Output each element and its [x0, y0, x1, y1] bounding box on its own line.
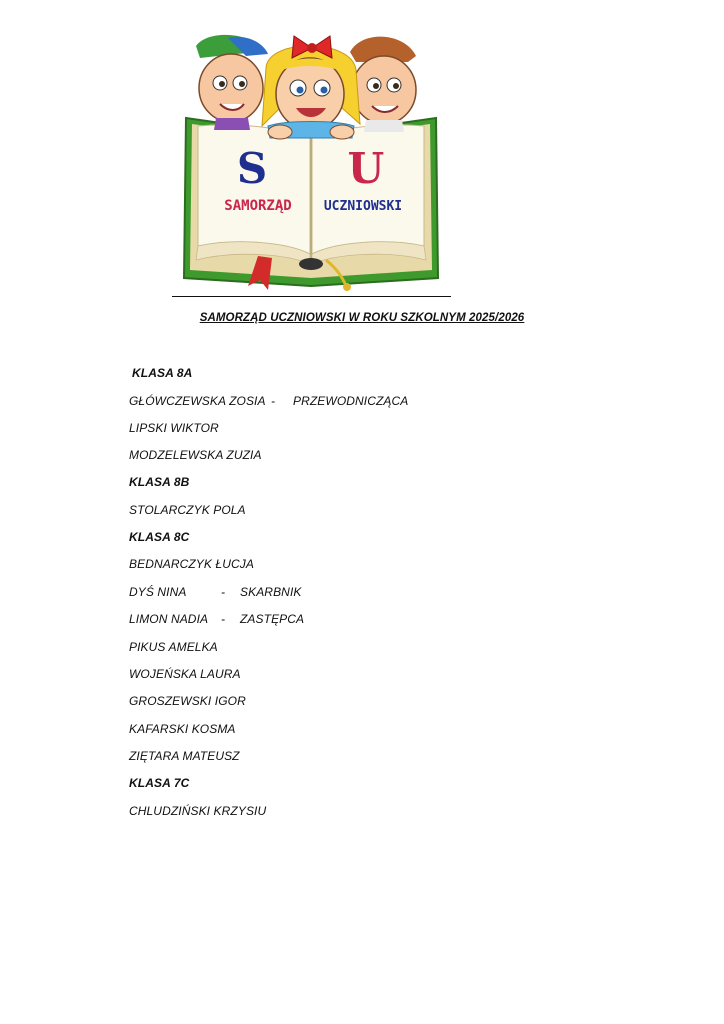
member-name: LIMON NADIA — [129, 612, 209, 626]
member-row — [129, 667, 241, 681]
logo-letter-u: U — [347, 144, 385, 193]
member-row — [129, 503, 246, 517]
logo-letter-s: S — [236, 144, 268, 193]
member-name: GŁÓWCZEWSKA ZOSIA — [129, 394, 266, 408]
member-name: LIPSKI WIKTOR — [129, 421, 219, 435]
member-row — [129, 722, 236, 736]
class-heading: KLASA 7C — [129, 776, 190, 790]
member-role: PRZEWODNICZĄCA — [293, 394, 409, 408]
girl-center-illustration — [262, 36, 360, 139]
boy-left-illustration — [196, 35, 268, 130]
member-row — [129, 448, 262, 462]
member-name: WOJEŃSKA LAURA — [129, 667, 241, 681]
page-title: SAMORZĄD UCZNIOWSKI W ROKU SZKOLNYM 2025/2026 — [199, 312, 525, 324]
member-role: ZASTĘPCA — [240, 612, 305, 626]
member-row — [129, 749, 240, 763]
member-row — [129, 640, 218, 654]
member-row — [129, 804, 266, 818]
logo-word-uczniowski: UCZNIOWSKI — [323, 199, 403, 214]
separator-dash: - — [221, 612, 226, 626]
member-name: ZIĘTARA MATEUSZ — [129, 749, 240, 763]
member-name: CHLUDZIŃSKI KRZYSIU — [129, 804, 267, 818]
member-role: SKARBNIK — [240, 585, 302, 599]
separator-dash: - — [271, 394, 276, 408]
logo-word-samorzad: SAMORZĄD — [224, 198, 292, 214]
class-heading: KLASA 8A — [132, 366, 193, 380]
member-row — [129, 394, 409, 408]
member-name: KAFARSKI KOSMA — [129, 722, 236, 736]
member-row — [129, 585, 302, 599]
member-name: DYŚ NINA — [129, 585, 187, 599]
class-heading: KLASA 8B — [129, 475, 190, 489]
class-heading: KLASA 8C — [129, 530, 190, 544]
member-row — [129, 694, 246, 708]
member-name: BEDNARCZYK ŁUCJA — [129, 557, 254, 571]
member-name: GROSZEWSKI IGOR — [129, 694, 246, 708]
member-row — [129, 557, 254, 571]
student-council-logo — [176, 28, 446, 292]
member-name: STOLARCZYK POLA — [129, 503, 246, 517]
horizontal-rule — [172, 296, 451, 297]
member-row — [129, 421, 219, 435]
member-name: PIKUS AMELKA — [129, 640, 218, 654]
member-name: MODZELEWSKA ZUZIA — [129, 448, 262, 462]
separator-dash: - — [221, 585, 226, 599]
member-row — [129, 612, 305, 626]
